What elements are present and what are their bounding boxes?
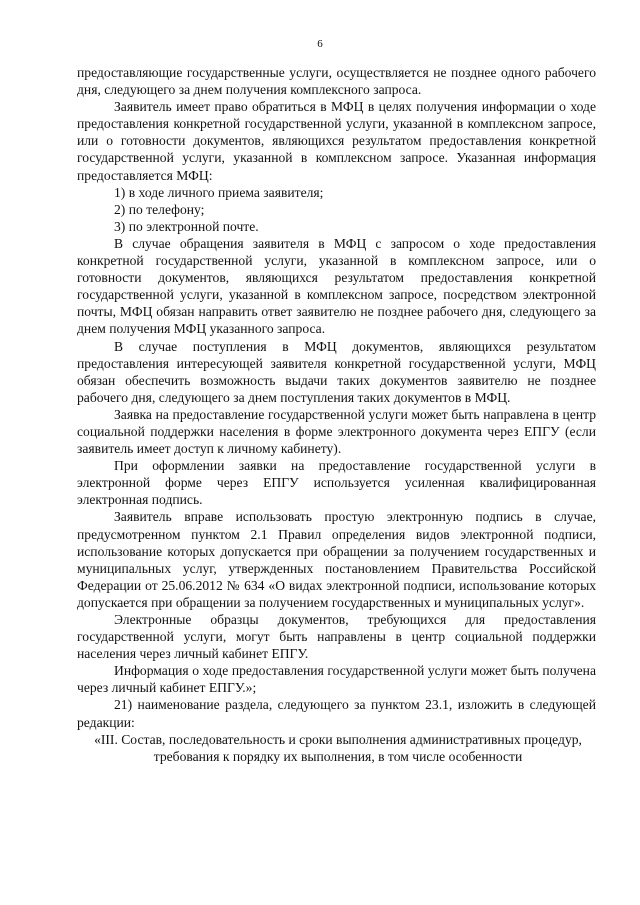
paragraph-application-epgu: Заявка на предоставление государственной услуги может быть направлена в центр социальной поддержки населения в форме электронного документа через ЕПГУ (если заявитель имеет доступ к личному кабинету). <box>77 406 596 457</box>
paragraph-continuation: предоставляющие государственные услуги, осуществляется не позднее одного рабочего дня, следующего за днем получения комплексного запроса. <box>77 65 596 98</box>
paragraph-amendment-21: 21) наименование раздела, следующего за пунктом 23.1, изложить в следующей редакции: <box>77 697 596 730</box>
list-item: 3) по электронной почте. <box>114 218 259 234</box>
section-heading: «III. Состав, последовательность и сроки выполнения административных процедур, требования к порядку их выполнения, в том числе особенности <box>94 731 582 764</box>
paragraph-electronic-samples: Электронные образцы документов, требующихся для предоставления государственной услуги, могут быть направлены в центр социальной поддержки населения через личный кабинет ЕПГУ. <box>77 612 596 662</box>
paragraph-qualified-signature: При оформлении заявки на предоставление государственной услуги в электронной форме через ЕПГУ используется усиленная квалифицированная электронная подпись. <box>77 458 596 508</box>
document-body <box>77 64 596 765</box>
paragraph-info-right: Заявитель имеет право обратиться в МФЦ в целях получения информации о ходе предоставления конкретной государственной услуги, указанной в комплексном запросе, или о готовности документов, являющихся результатом предоставления конкретной государственной услуги, указанной в комплексном запросе. Указанная информация предоставляется МФЦ: <box>77 99 596 183</box>
paragraph-email-request: В случае обращения заявителя в МФЦ с запросом о ходе предоставления конкретной государственной услуги, указанной в комплексном запросе, или о готовности документов, являющихся результатом предоставления конкретной государственной услуги, указанной в комплексном запросе, посредством электронной почты, МФЦ обязан направить ответ заявителю не позднее рабочего дня, следующего за днем получения МФЦ указанного запроса. <box>77 235 596 337</box>
paragraph-simple-signature: Заявитель вправе использовать простую электронную подпись в случае, предусмотренном пунктом 2.1 Правил определения видов электронной подписи, использование которых допускается при обращении за получением государственных и муниципальных услуг, утвержденных постановлением Правительства Российской Федерации от 25.06.2012 № 634 «О видах электронной подписи, использование которых допускается при обращении за получением государственных и муниципальных услуг». <box>77 509 596 610</box>
list-item: 2) по телефону; <box>114 201 205 217</box>
page-number: 6 <box>317 38 323 50</box>
paragraph-documents-received: В случае поступления в МФЦ документов, являющихся результатом предоставления интересующей заявителя конкретной государственной услуги, МФЦ обязан обеспечить возможность выдачи таких документов заявителю не позднее рабочего дня, следующего за днем поступления таких документов в МФЦ. <box>77 338 596 405</box>
paragraph-status-info: Информация о ходе предоставления государственной услуги может быть получена через личный кабинет ЕПГУ.»; <box>77 663 596 696</box>
list-item: 1) в ходе личного приема заявителя; <box>114 184 324 200</box>
